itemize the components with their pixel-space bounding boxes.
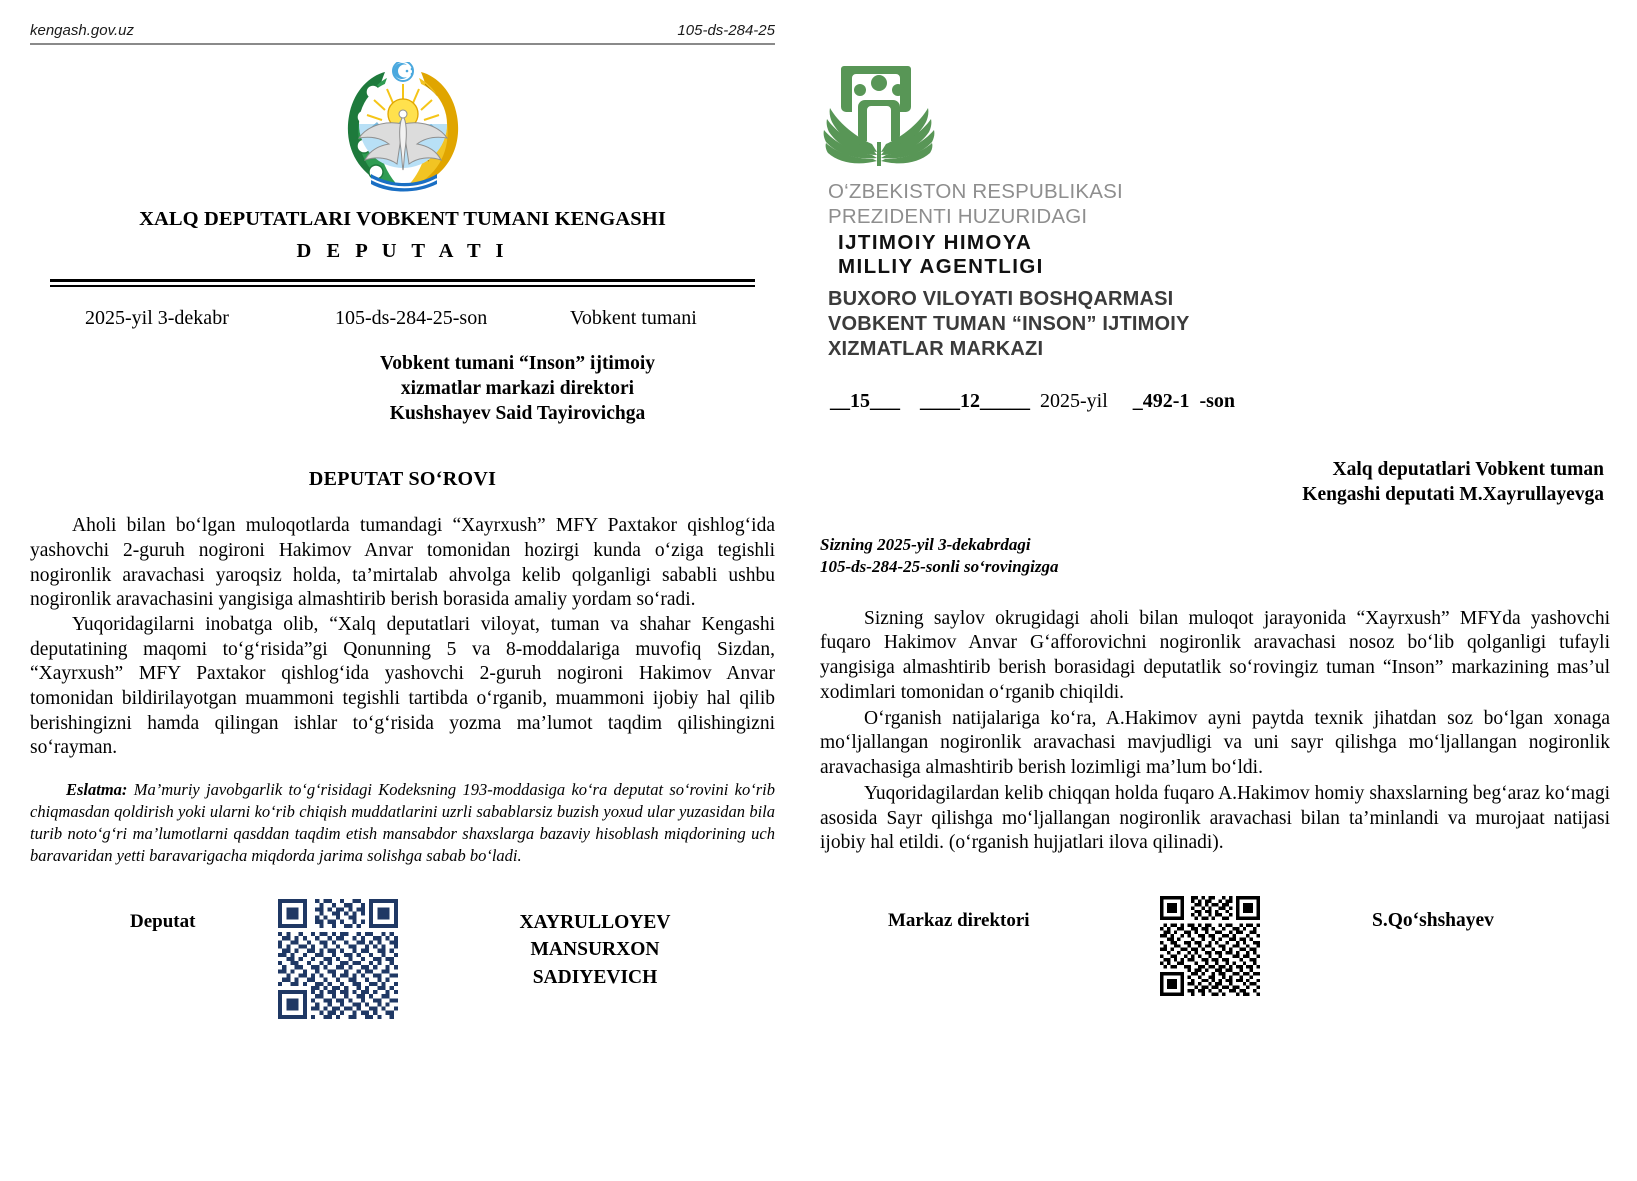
deputy-request-document [30,62,775,1019]
response-signature-role: Markaz direktori [888,910,1030,932]
reference-block [820,534,1610,579]
meta-place: Vobkent tumani [570,307,697,329]
response-signatory-name: S.Qo‘shshayev [1372,910,1494,932]
agency-line-4: MILLIY AGENTLIGI [838,254,1044,278]
signature-block [30,899,775,1019]
agency-logo-container [820,60,1610,175]
body-paragraph-1: Aholi bilan bo‘lgan muloqotlarda tumandagi “Xayrxush” MFY Paxtakor qishlog‘ida yashovchi 2-guruh nogironi Hakimov Anvar tomonidan hozirgi kunda o‘ziga tegishli nogironlik aravachasi yaroqsiz holda, ta’mirtalab ahvolga kelib qolganligi sababli ushbu nogironlik aravachasini yangisiga almashtirib berish borasida amaliy yordam so‘radi. [30,515,775,611]
response-signature-block [820,896,1610,996]
agency-line-7: XIZMATLAR MARKAZI [828,338,1044,361]
reference-line-1: Sizning 2025-yil 3-dekabrdagi [820,534,1031,554]
response-addressee-line-2: Kengashi deputati M.Xayrullayevga [1302,484,1604,506]
page-header [30,22,775,45]
request-heading: DEPUTAT SO‘ROVI [308,468,497,491]
response-paragraph-3: Yuqoridagilardan kelib chiqqan holda fuqaro A.Hakimov homiy shaxslarning beg‘araz ko‘magi asosida Sayr qilishga mo‘ljallangan nogironlik aravachasi bilan ta’minlandi va murojaat natijasi ijobiy hal etildi. (o‘rganish hujjatlari ilova qilinadi). [820,782,1610,854]
signatory-name [445,899,775,992]
signatory-name-line-3: SADIYEVICH [532,966,658,988]
agency-line-6: VOBKENT TUMAN “INSON” IJTIMOIY [828,313,1190,336]
qr-code-container [230,899,445,1019]
addressee-line-2: xizmatlar markazi direktori [400,377,635,399]
document-code: 105-ds-284-25 [677,22,775,39]
response-paragraph-1: Sizning saylov okrugidagi aholi bilan muloqot jarayonida “Xayrxush” MFYda yashovchi fuqaro Hakimov Anvar G‘afforovichni nogironlik aravachasi nosoz bo‘lib qolganligi tufayli yangisiga almashtirib berish borasidagi deputatlik so‘rovingiz tuman “Inson” markazining mas’ul xodimlari tomonidan o‘rganib chiqildi. [820,607,1610,703]
agency-line-1: O‘ZBEKISTON RESPUBLIKASI [828,180,1123,203]
response-addressee-line-1: Xalq deputatlari Vobkent tuman [1332,459,1604,481]
response-qr-code-container [1110,896,1310,996]
reference-line-2: 105-ds-284-25-sonli so‘rovingizga [820,557,1059,577]
signatory-name-line-2: MANSURXON [530,939,660,961]
page-header-row [30,22,775,43]
response-date-line [820,390,1610,413]
legal-note-text: Ma’muriy javobgarlik to‘g‘risidagi Kodeksning 193-moddasiga ko‘ra deputat so‘rovini ko‘rib chiqmasdan qoldirish yoki ularni ko‘rib chiqish muddatlarini uzrli sabablarsiz buzish yoxud ular yuzasidan bila turib noto‘g‘ri ma’lumotlarni qasddan taqdim etish mansabdor shaxslarga bazaviy hisoblash miqdorining uch baravaridan yetti baravarigacha miqdorda jarima solishga sabab bo‘ladi. [30,779,775,865]
document-meta [30,307,775,330]
signature-role: Deputat [130,910,196,932]
title-divider [50,279,755,287]
response-addressee-block [820,457,1610,508]
agency-line-3: IJTIMOIY HIMOYA [838,231,1033,254]
social-protection-agency-logo-icon [820,159,938,176]
body-paragraph-2: Yuqoridagilarni inobatga olib, “Xalq deputatlari viloyat, tuman va shahar Kengashi deputatining maqomi to‘g‘risida”gi Qonunning 5 va 8-moddalariga muvofiq Sizdan, “Xayrxush” MFY Paxtakor qishlog‘ida yashovchi 2-guruh nogironi Hakimov Anvar tomonidan bildirilayotgan muammoni tegishli tartibda o‘rganib, muammoni ijobiy hal qilib berishingizni hamda qilingan ishlar to‘g‘risida yozma ma’lumot taqdim qilishingizni so‘rayman. [30,613,775,759]
agency-response-document [820,60,1610,996]
response-paragraph-2: O‘rganish natijalariga ko‘ra, A.Hakimov ayni paytda texnik jihatdan soz bo‘lgan xonaga mo‘ljallangan nogironlik aravachasi mavjudligi va uni sayr qilishga mo‘ljallangan nogironlik aravachasiga almashtirib berish lozimligi ma’lum bo‘ldi. [820,707,1610,779]
legal-note-label: Eslatma: [66,779,128,799]
agency-line-5: BUXORO VILOYATI BOSHQARMASI [828,288,1174,311]
response-number: _492-1 -son [1132,390,1236,413]
emblem-container [30,62,775,202]
site-url: kengash.gov.uz [30,22,134,39]
organization-subtitle: D E P U T A T I [296,240,509,262]
qr-code[interactable] [278,899,398,1019]
uzbekistan-coat-of-arms-icon [337,62,469,199]
legal-note [30,779,775,867]
response-day: __15___ [830,390,900,413]
qr-code[interactable] [1160,896,1260,996]
organization-title: XALQ DEPUTATLARI VOBKENT TUMANI KENGASHI [139,208,666,230]
agency-name-block [820,179,1610,362]
signatory-name-line-1: XAYRULLOYEV [519,911,671,933]
addressee-line-3: Kushshayev Said Tayirovichga [389,402,646,424]
response-year: 2025-yil [1040,390,1108,413]
response-month: ____12_____ [920,390,1030,413]
agency-line-2: PREZIDENTI HUZURIDAGI [828,205,1088,228]
addressee-line-1: Vobkent tumani “Inson” ijtimoiy [379,353,656,374]
meta-number: 105-ds-284-25-son [335,307,488,329]
addressee-block [30,352,775,426]
meta-date: 2025-yil 3-dekabr [85,307,229,329]
header-divider [30,43,775,45]
